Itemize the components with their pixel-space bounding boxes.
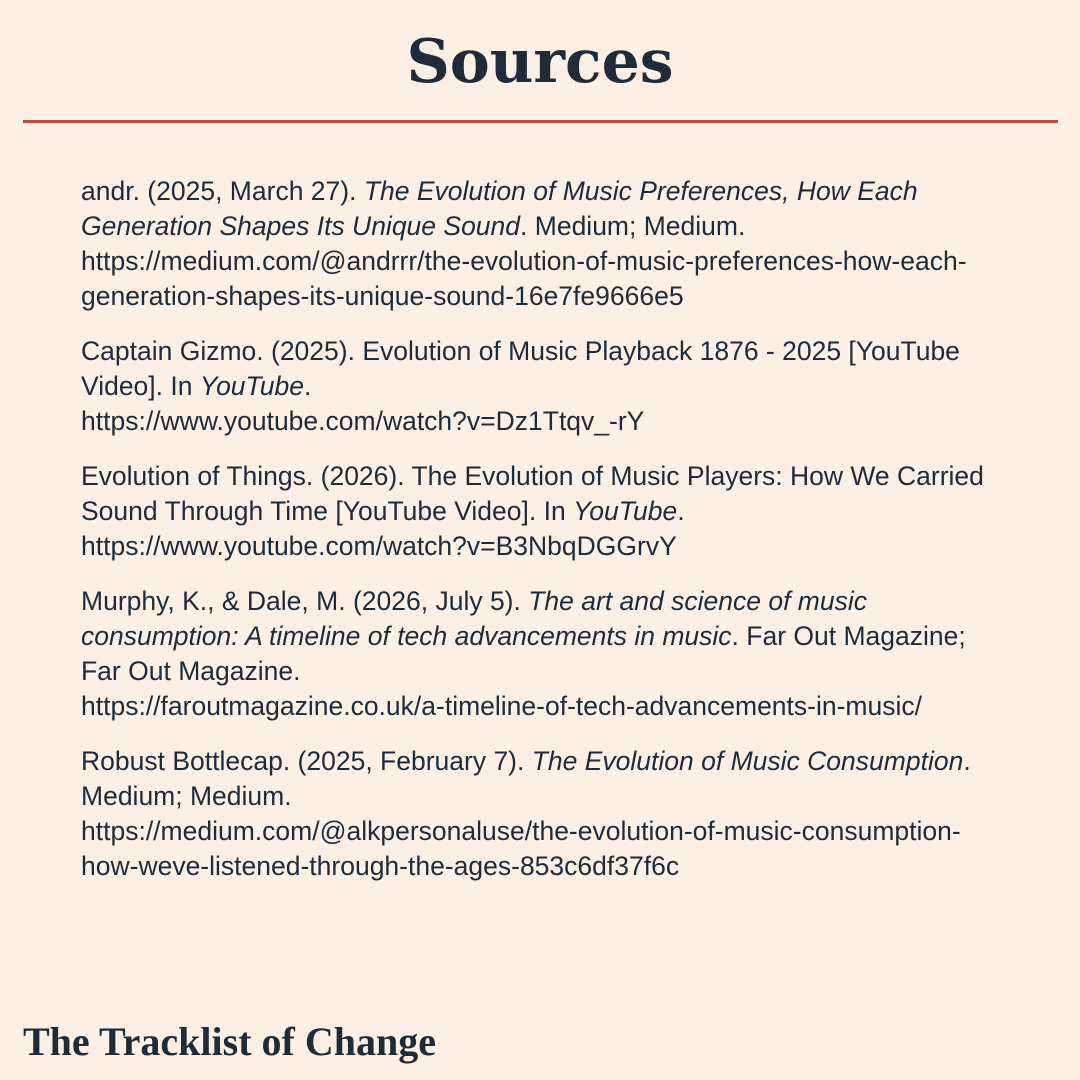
reference-url: https://medium.com/@alkpersonaluse/the-evolution-of-music-consumption-how-weve-listened-through-the-ages-853c6df37f6c	[81, 816, 961, 881]
reference-item	[81, 744, 1006, 884]
reference-title-italic: The Evolution of Music Consumption	[531, 746, 964, 776]
reference-item	[81, 174, 1006, 314]
reference-url: https://www.youtube.com/watch?v=B3NbqDGGrvY	[81, 531, 677, 561]
reference-tail: . Medium; Medium.	[81, 746, 971, 811]
reference-title-italic: The art and science of music consumption: A timeline of tech advancements in music	[81, 586, 868, 651]
reference-tail: .	[303, 371, 312, 401]
reference-tail: . Far Out Magazine; Far Out Magazine.	[81, 621, 966, 686]
reference-lead: Evolution of Things. (2026). The Evolution of Music Players: How We Carried Sound Through Time [YouTube Video]. In	[81, 461, 984, 526]
reference-tail: . Medium; Medium.	[520, 211, 746, 241]
reference-list	[81, 174, 1006, 904]
reference-item	[81, 584, 1006, 724]
reference-lead: Robust Bottlecap. (2025, February 7).	[81, 746, 532, 776]
reference-title-italic: The Evolution of Music Preferences, How Each Generation Shapes Its Unique Sound	[81, 176, 918, 241]
reference-url: https://medium.com/@andrrr/the-evolution-of-music-preferences-how-each-generation-shapes-its-unique-sound-16e7fe9666e5	[81, 246, 967, 311]
reference-title-italic: YouTube	[573, 496, 678, 526]
reference-lead: Murphy, K., & Dale, M. (2026, July 5).	[81, 586, 529, 616]
reference-lead: Captain Gizmo. (2025). Evolution of Music Playback 1876 - 2025 [YouTube Video]. In	[81, 336, 960, 401]
reference-url: https://faroutmagazine.co.uk/a-timeline-of-tech-advancements-in-music/	[81, 691, 922, 721]
reference-title-italic: YouTube	[199, 371, 304, 401]
reference-lead: andr. (2025, March 27).	[81, 176, 364, 206]
reference-tail: .	[677, 496, 685, 526]
reference-item	[81, 334, 1006, 439]
reference-url: https://www.youtube.com/watch?v=Dz1Ttqv_-rY	[81, 406, 645, 436]
footer-series-title: The Tracklist of Change	[23, 1019, 436, 1064]
reference-item	[81, 459, 1006, 564]
page-title: Sources	[406, 27, 674, 97]
title-divider	[23, 120, 1058, 123]
